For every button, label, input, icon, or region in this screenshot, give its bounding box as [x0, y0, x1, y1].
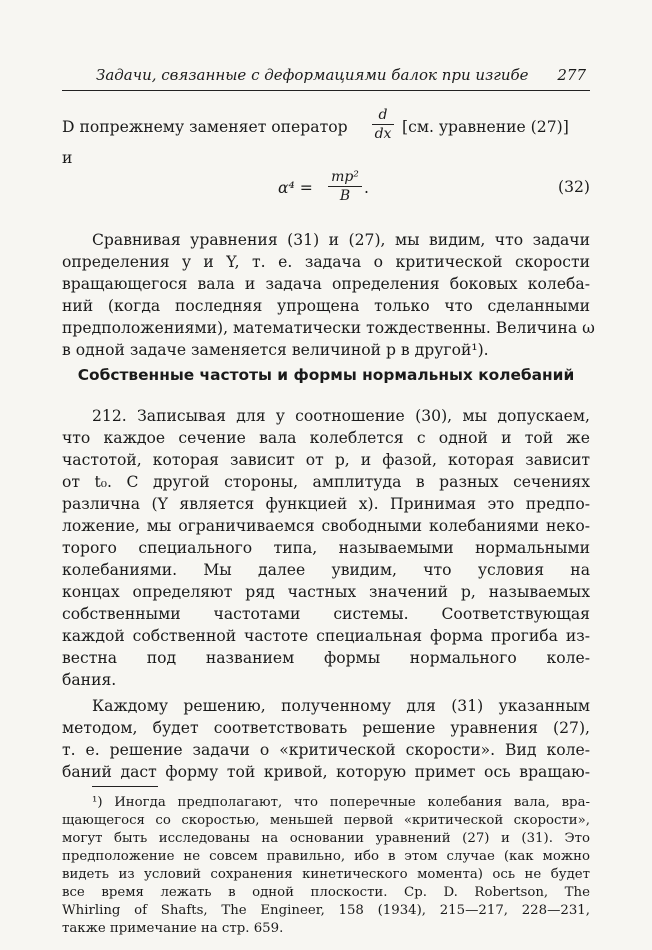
footnote-line: видеть из условий сохранения кинетического момента) ось не будет: [62, 867, 590, 882]
fraction-denominator: dx: [374, 126, 392, 142]
equation-number: (32): [557, 178, 590, 196]
para2-line: различна (Y является функцией x). Принимая это предпо-: [62, 495, 590, 513]
para3-line: баний даст форму той кривой, которую примет ось вращаю-: [62, 763, 590, 781]
para2-line: что каждое сечение вала колеблется с одной и той же: [62, 429, 590, 447]
page-number: 277: [557, 66, 586, 84]
footnote-rule: [92, 786, 158, 787]
footnote-line: предположение не совсем правильно, ибо в этом случае (как можно: [62, 849, 590, 864]
para3-line: Каждому решению, полученному для (31) указанным: [92, 697, 590, 715]
para3-line: т. е. решение задачи о «критической скорости». Вид коле-: [62, 741, 590, 759]
equation-numerator: mp²: [331, 169, 359, 185]
section-heading: Собственные частоты и формы нормальных колебаний: [77, 366, 575, 384]
para1-line: в одной задаче заменяется величиной p в другой¹).: [62, 341, 489, 359]
footnote-line: щающегося со скоростью, меньшей первой «критической скорости»,: [62, 813, 590, 828]
para2-line: от t₀. С другой стороны, амплитуда в разных сечениях: [62, 473, 590, 491]
footnote-line: также примечание на стр. 659.: [62, 921, 284, 936]
equation-lhs: α⁴ =: [278, 179, 313, 197]
para2-line: концах определяют ряд частных значений p, называемых: [62, 583, 590, 601]
para1-line: вращающегося вала и задача определения боковых колеба-: [62, 275, 590, 293]
para1-line: Сравнивая уравнения (31) и (27), мы видим, что задачи: [92, 231, 590, 249]
para2-line: вестна под названием формы нормального коле-: [62, 649, 590, 667]
footnote-line: Whirling of Shafts, The Engineer, 158 (1934), 215—217, 228—231,: [62, 903, 590, 918]
conjunction: и: [62, 149, 73, 167]
para2-line: ложение, мы ограничиваемся свободными колебаниями неко-: [62, 517, 590, 535]
equation-denominator: B: [339, 188, 351, 204]
para1-line: ний (когда последняя упрощена только что сделанными: [62, 297, 590, 315]
operator-fraction: [372, 108, 394, 141]
para2-line: бания.: [62, 671, 117, 689]
footnote-line: ¹) Иногда предполагают, что поперечные колебания вала, вра-: [92, 795, 590, 810]
equation-dot: .: [364, 179, 369, 197]
footnote-line: все время лежать в одной плоскости. Ср. D. Robertson, The: [62, 885, 590, 900]
para2-line: торого специального типа, называемыми нормальными: [62, 539, 590, 557]
para1-line: определения y и Y, т. е. задача о критической скорости: [62, 253, 590, 271]
para3-line: методом, будет соответствовать решение уравнения (27),: [62, 719, 590, 737]
para2-line: частотой, которая зависит от p, и фазой, которая зависит: [62, 451, 590, 469]
equation-reference: [см. уравнение (27)]: [402, 118, 569, 136]
para2-line: колебаниями. Мы далее увидим, что условия на: [62, 561, 590, 579]
para2-line: 212. Записывая для y соотношение (30), мы допускаем,: [92, 407, 590, 425]
equation-fraction: [328, 170, 362, 203]
running-header: [62, 62, 590, 91]
para2-line: каждой собственной частоте специальная форма прогиба из-: [62, 627, 590, 645]
header-title: Задачи, связанные с деформациями балок при изгибе: [96, 66, 529, 84]
para1-line: предположениями), математически тождественны. Величина ω: [62, 319, 595, 337]
para2-line: собственными частотами системы. Соответствующая: [62, 605, 590, 623]
footnote-line: могут быть исследованы на основании уравнений (27) и (31). Это: [62, 831, 590, 846]
fraction-numerator: d: [378, 107, 388, 123]
operator-text: D попрежнему заменяет оператор: [62, 118, 348, 136]
